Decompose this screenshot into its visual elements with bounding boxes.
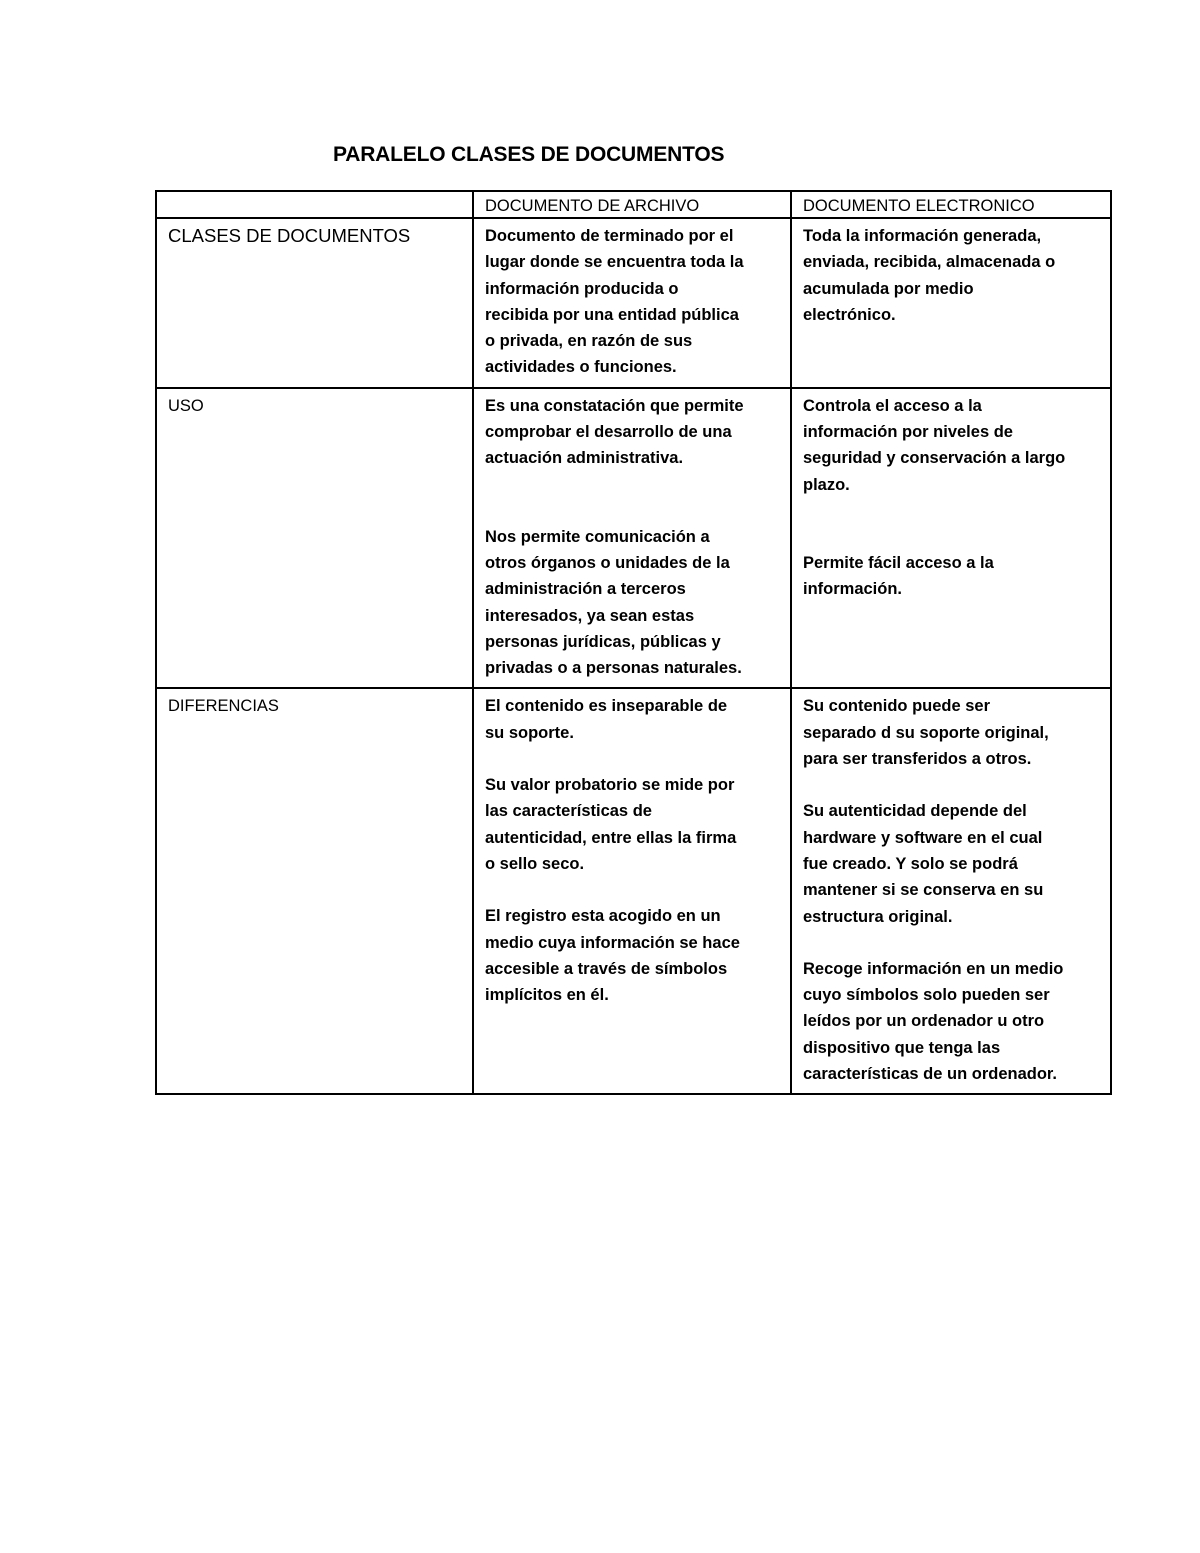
comparison-table bbox=[155, 190, 1112, 1095]
row-label-cell bbox=[156, 388, 473, 689]
archivo-uso-text-2: Nos permite comunicación a otros órganos o unidades de la administración a terceros interesados, ya sean estas personas jurídicas, públicas y privadas o a personas naturales. bbox=[485, 527, 742, 678]
archivo-dif-text-1: El contenido es inseparable de su soporte. bbox=[485, 697, 728, 742]
archivo-cell bbox=[473, 688, 791, 1094]
electronico-cell bbox=[791, 218, 1111, 388]
page-title: PARALELO CLASES DE DOCUMENTOS bbox=[333, 143, 725, 166]
row-label-uso: USO bbox=[168, 396, 204, 415]
table-header-row bbox=[156, 191, 1111, 218]
table-row-diferencias bbox=[156, 688, 1111, 1094]
archivo-dif-text-2: Su valor probatorio se mide por las características de autenticidad, entre ellas la firma o sello seco. bbox=[485, 776, 737, 873]
table-row-clases bbox=[156, 218, 1111, 388]
electronico-dif-text-1: Su contenido puede ser separado d su soporte original, para ser transferidos a otros. bbox=[803, 697, 1049, 769]
electronico-dif-text-2: Su autenticidad depende del hardware y software en el cual fue creado. Y solo se podrá mantener si se conserva en su estructura original. bbox=[803, 802, 1044, 926]
row-label-cell bbox=[156, 688, 473, 1094]
electronico-uso-text-2: Permite fácil acceso a la información. bbox=[803, 553, 994, 599]
row-label-clases: CLASES DE DOCUMENTOS bbox=[168, 225, 411, 246]
archivo-cell bbox=[473, 218, 791, 388]
electronico-clases-text: Toda la información generada, enviada, recibida, almacenada o acumulada por medio electrónico. bbox=[803, 227, 1056, 324]
header-cell-empty bbox=[156, 191, 473, 218]
electronico-cell bbox=[791, 688, 1111, 1094]
electronico-uso-text-1: Controla el acceso a la información por niveles de seguridad y conservación a largo plazo. bbox=[803, 396, 1066, 494]
electronico-cell bbox=[791, 388, 1111, 689]
table-row-uso bbox=[156, 388, 1111, 689]
row-label-cell bbox=[156, 218, 473, 388]
row-label-diferencias: DIFERENCIAS bbox=[168, 697, 279, 716]
archivo-clases-text: Documento de terminado por el lugar donde se encuentra toda la información producida o recibida por una entidad pública o privada, en razón de sus actividades o funciones. bbox=[485, 227, 744, 377]
archivo-uso-text-1: Es una constatación que permite comprobar el desarrollo de una actuación administrativa. bbox=[485, 396, 744, 468]
electronico-dif-text-3: Recoge información en un medio cuyo símbolos solo pueden ser leídos por un ordenador u otro dispositivo que tenga las características de un ordenador. bbox=[803, 959, 1064, 1084]
archivo-dif-text-3: El registro esta acogido en un medio cuya información se hace accesible a través de símbolos implícitos en él. bbox=[485, 907, 740, 1005]
archivo-cell bbox=[473, 388, 791, 689]
header-cell-archivo: DOCUMENTO DE ARCHIVO bbox=[473, 191, 791, 218]
header-cell-electronico: DOCUMENTO ELECTRONICO bbox=[791, 191, 1111, 218]
